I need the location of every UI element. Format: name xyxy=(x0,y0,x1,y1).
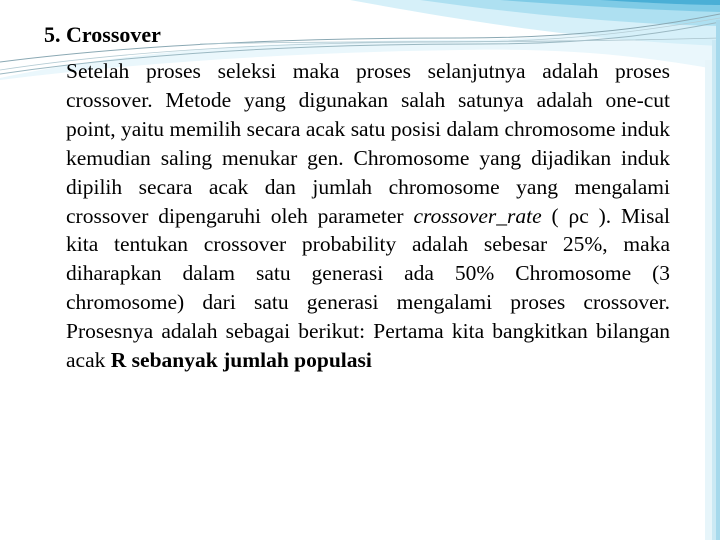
body-text-crossover-rate: crossover_rate xyxy=(413,203,542,228)
body-text-bold-ending: R sebanyak jumlah populasi xyxy=(110,348,372,373)
body-text-part-3: ( ρc ). Misal kita tentukan crossover probability adalah sebesar 25%, maka diharapkan dalam satu generasi ada 50% Chromosome (3 chromosome) dari satu generasi mengalami proses crossover. Prosesnya adalah sebagai berikut: Pertama kita bangkitkan bilangan acak xyxy=(66,203,670,373)
body-text-part-1: Setelah proses seleksi maka proses selanjutnya adalah proses crossover. Metode yang digunakan salah satunya adalah one-cut point, yaitu memilih secara acak satu posisi dalam chromosome induk kemudian saling menukar gen. Chromosome yang dijadikan induk dipilih secara acak dan jumlah chromosome yang mengalami crossover dipengaruhi oleh parameter xyxy=(66,59,670,228)
slide-title: 5. Crossover xyxy=(44,22,161,47)
slide-body-text xyxy=(66,57,670,375)
